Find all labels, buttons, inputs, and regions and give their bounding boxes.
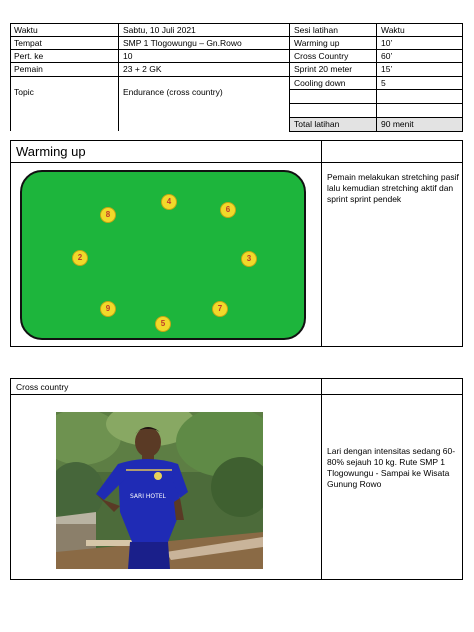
warming-up-description: Pemain melakukan stretching pasif lalu kemudian stretching aktif dan sprint sprint pendek (327, 172, 459, 204)
total-label: Total latihan (294, 119, 340, 129)
pitch-diagram (20, 170, 306, 340)
player-marker: 6 (220, 202, 236, 218)
session-duration: 60’ (381, 51, 393, 61)
row-label: Pert. ke (14, 51, 44, 61)
session-duration: Waktu (381, 25, 405, 35)
row-label: Topic (14, 87, 34, 97)
player-marker: 8 (100, 207, 116, 223)
session-duration: 15’ (381, 64, 393, 74)
player-marker: 3 (241, 251, 257, 267)
runner-photo (56, 412, 263, 569)
player-marker: 4 (161, 194, 177, 210)
row-value: Sabtu, 10 Juli 2021 (123, 25, 196, 35)
row-value: 10 (123, 51, 133, 61)
session-name: Cooling down (294, 78, 346, 88)
player-marker: 7 (212, 301, 228, 317)
row-label: Waktu (14, 25, 38, 35)
session-name: Cross Country (294, 51, 349, 61)
session-name: Warming up (294, 38, 340, 48)
row-value: Endurance (cross country) (123, 87, 223, 97)
jersey-text: SARI HOTEL (130, 493, 166, 500)
session-name: Sprint 20 meter (294, 64, 353, 74)
row-value: 23 + 2 GK (123, 64, 162, 74)
session-duration: 10’ (381, 38, 393, 48)
player-marker: 5 (155, 316, 171, 332)
total-value: 90 menit (381, 119, 414, 129)
row-label: Pemain (14, 64, 43, 74)
row-value: SMP 1 Tlogowungu – Gn.Rowo (123, 38, 242, 48)
player-marker: 2 (72, 250, 88, 266)
session-name: Sesi latihan (294, 25, 338, 35)
player-marker: 9 (100, 301, 116, 317)
session-duration: 5 (381, 78, 386, 88)
warming-up-title: Warming up (16, 144, 86, 159)
cross-country-title: Cross country (16, 382, 69, 392)
cross-country-description: Lari dengan intensitas sedang 60-80% sejauh 10 kg. Rute SMP 1 Tlogowungu - Sampai ke Wisata Gunung Rowo (327, 446, 456, 489)
row-label: Tempat (14, 38, 42, 48)
